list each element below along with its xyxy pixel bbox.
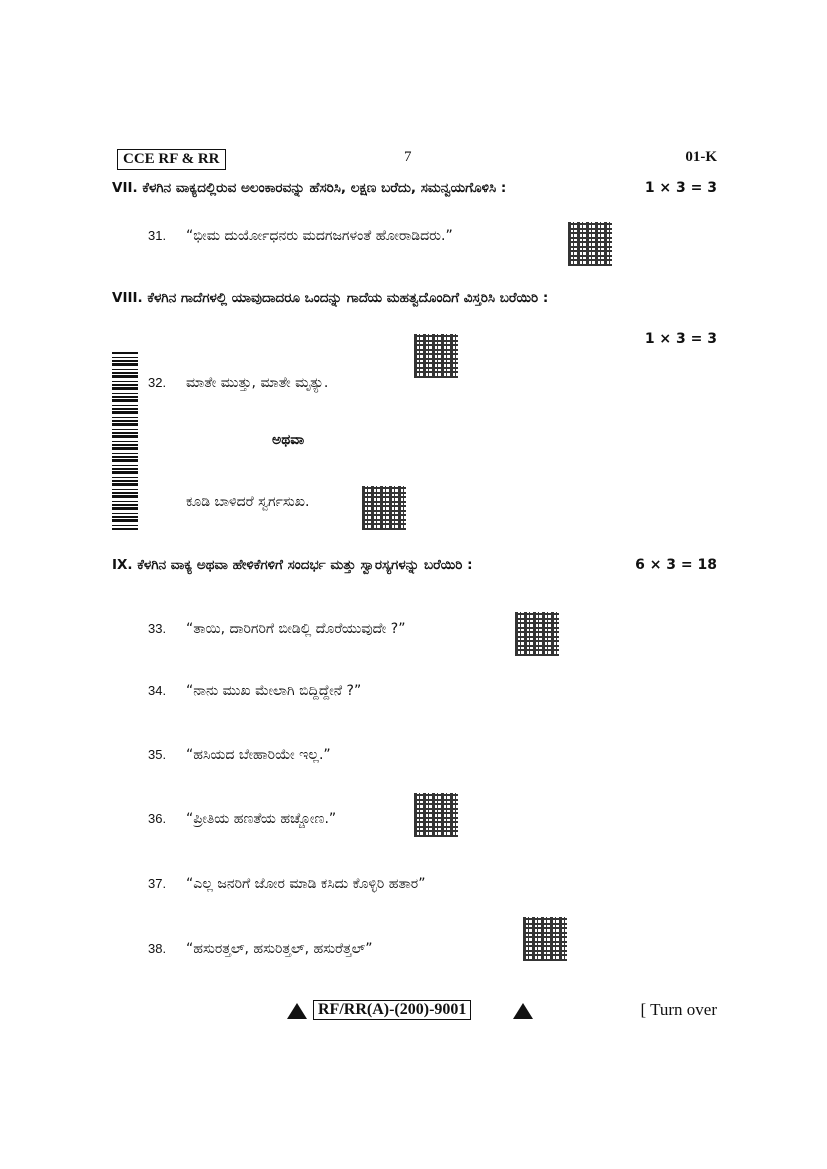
header-code-box: CCE RF & RR — [117, 149, 226, 170]
question-number: 34. — [148, 683, 167, 698]
qr-code-icon — [362, 486, 406, 530]
question-number: 35. — [148, 747, 167, 762]
paper-series-code: 01-K — [685, 149, 717, 165]
side-barcode — [112, 352, 138, 530]
question-number: 38. — [148, 941, 167, 956]
question-number: 33. — [148, 621, 167, 636]
section-viii-heading — [112, 290, 548, 306]
question-text: “ಹಸುರತ್ತಲ್, ಹಸುರಿತ್ತಲ್, ಹಸುರೆತ್ತಲ್” — [186, 941, 373, 957]
question-33 — [148, 621, 405, 637]
footer-paper-code: RF/RR(A)-(200)-9001 — [313, 1000, 471, 1020]
question-number: 31. — [148, 228, 167, 243]
section-ix-marks: 6 × 3 = 18 — [635, 557, 717, 573]
section-label: VII. — [112, 180, 138, 196]
question-number: 36. — [148, 811, 167, 826]
section-label: VIII. — [112, 290, 143, 306]
triangle-left-icon — [287, 1003, 307, 1019]
question-text: “ಭೀಮ ದುರ್ಯೋಧನರು ಮದಗಜಗಳಂತೆ ಹೋರಾಡಿದರು.” — [186, 228, 453, 244]
question-number: 37. — [148, 876, 167, 891]
question-37 — [148, 876, 425, 892]
question-text: “ಹಸಿಯದ ಬೇಹಾರಿಯೇ ಇಲ್ಲ.” — [186, 747, 331, 763]
question-text: “ನಾನು ಮುಖ ಮೇಲಾಗಿ ಬಿದ್ದಿದ್ದೇನೆ ?” — [186, 683, 362, 699]
question-32-alternative: ಕೂಡಿ ಬಾಳಿದರೆ ಸ್ವರ್ಗಸುಖ. — [186, 494, 310, 510]
section-vii-heading — [112, 180, 506, 196]
qr-code-icon — [414, 793, 458, 837]
page-number: 7 — [404, 149, 412, 165]
question-38 — [148, 941, 373, 957]
qr-code-icon — [568, 222, 612, 266]
qr-code-icon — [523, 917, 567, 961]
turn-over-label: [ Turn over — [640, 1000, 717, 1019]
section-vii-marks: 1 × 3 = 3 — [644, 180, 717, 196]
question-31 — [148, 228, 453, 244]
section-instruction: ಕೆಳಗಿನ ಗಾದೆಗಳಲ್ಲಿ ಯಾವುದಾದರೂ ಒಂದನ್ನು ಗಾದೆಯ ಮಹತ್ವದೊಂದಿಗೆ ವಿಸ್ತರಿಸಿ ಬರೆಯಿರಿ : — [147, 290, 549, 306]
question-text: ಮಾತೇ ಮುತ್ತು, ಮಾತೇ ಮೃತ್ಯು. — [186, 375, 329, 391]
section-ix-heading — [112, 557, 473, 573]
question-36 — [148, 811, 336, 827]
qr-code-icon — [515, 612, 559, 656]
question-number: 32. — [148, 375, 167, 390]
question-text: “ಪ್ರೀತಿಯ ಹಣತೆಯ ಹಚ್ಚೋಣ.” — [186, 811, 337, 827]
question-34 — [148, 683, 361, 699]
section-instruction: ಕೆಳಗಿನ ವಾಕ್ಯ ಅಥವಾ ಹೇಳಿಕೆಗಳಿಗೆ ಸಂದರ್ಭ ಮತ್ತು ಸ್ವಾರಸ್ಯಗಳನ್ನು ಬರೆಯಿರಿ : — [137, 557, 473, 573]
section-instruction: ಕೆಳಗಿನ ವಾಕ್ಯದಲ್ಲಿರುವ ಅಲಂಕಾರವನ್ನು ಹೆಸರಿಸಿ, ಲಕ್ಷಣ ಬರೆದು, ಸಮನ್ವಯಗೊಳಿಸಿ : — [142, 180, 507, 196]
or-label: ಅಥವಾ — [272, 432, 305, 448]
section-label: IX. — [112, 557, 133, 573]
question-32 — [148, 375, 328, 391]
qr-code-icon — [414, 334, 458, 378]
question-35 — [148, 747, 331, 763]
section-viii-marks: 1 × 3 = 3 — [644, 331, 717, 347]
question-text: “ಎಲ್ಲ ಜನರಿಗೆ ಜೋರ ಮಾಡಿ ಕಸಿದು ಕೊಳ್ಳಿರಿ ಹತಾರ” — [186, 876, 426, 892]
question-text: “ತಾಯಿ, ದಾರಿಗರಿಗೆ ಬೀಡಿಲ್ಲಿ ದೊರೆಯುವುದೇ ?” — [186, 621, 406, 637]
triangle-right-icon — [513, 1003, 533, 1019]
